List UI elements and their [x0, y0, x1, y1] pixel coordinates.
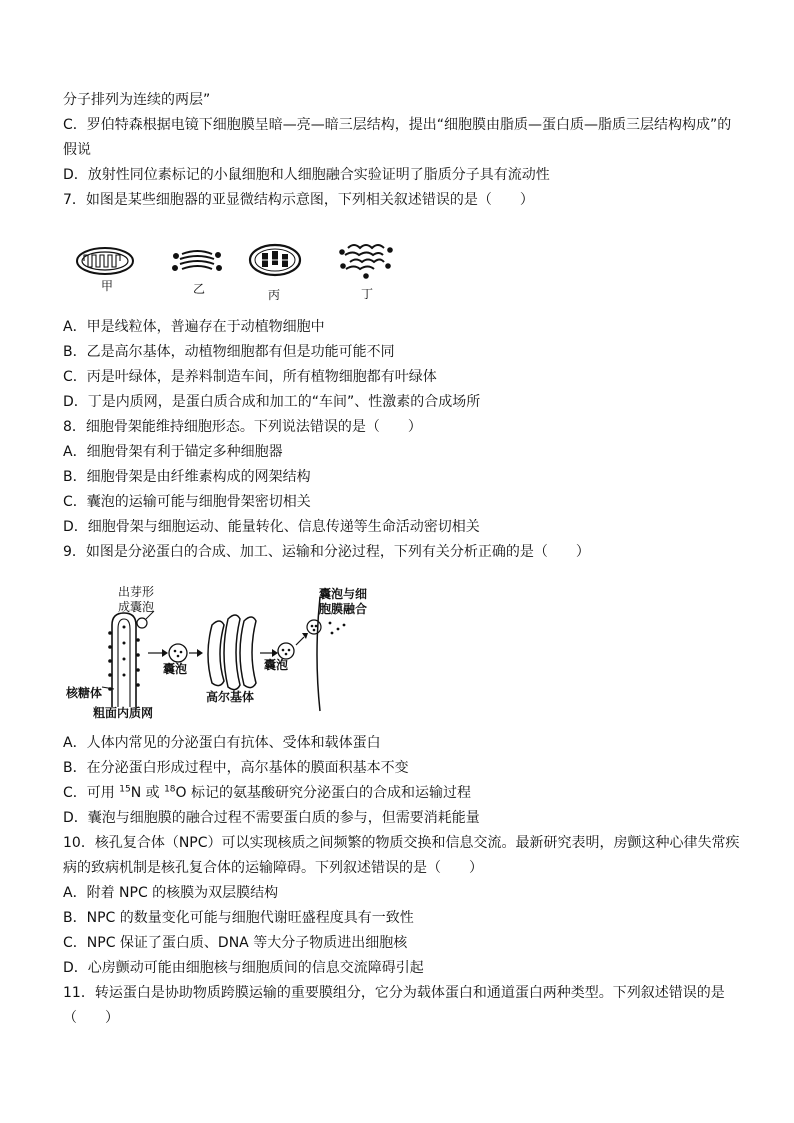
q7-stem: 7．如图是某些细胞器的亚显微结构示意图，下列相关叙述错误的是（ ）	[63, 192, 534, 208]
q10-option-a: A．附着 NPC 的核膜为双层膜结构	[63, 885, 279, 901]
label-fusion-line2: 胞膜融合	[319, 602, 368, 616]
label-budding-line2: 成囊泡	[118, 600, 155, 614]
label-jia: 甲	[101, 279, 114, 293]
label-vesicle-2: 囊泡	[264, 658, 289, 672]
q8-option-b: B．细胞骨架是由纤维素构成的网架结构	[63, 469, 311, 485]
label-vesicle-1: 囊泡	[163, 662, 188, 676]
q9-option-a: A．人体内常见的分泌蛋白有抗体、受体和载体蛋白	[63, 735, 381, 751]
label-ding: 丁	[361, 287, 374, 301]
q9-c-sup-18: 18	[164, 784, 176, 795]
q9-option-c	[63, 784, 471, 802]
q11-stem-line1: 11．转运蛋白是协助物质跨膜运输的重要膜组分，它分为载体蛋白和通道蛋白两种类型。下列叙述错误的是	[63, 985, 725, 1001]
q8-stem: 8．细胞骨架能维持细胞形态。下列说法错误的是（ ）	[63, 419, 422, 435]
label-golgi: 高尔基体	[206, 690, 255, 704]
label-ribosome: 核糖体	[66, 686, 103, 700]
q9-option-d: D．囊泡与细胞膜的融合过程不需要蛋白质的参与，但需要消耗能量	[63, 810, 480, 826]
q9-option-b: B．在分泌蛋白形成过程中，高尔基体的膜面积基本不变	[63, 760, 409, 776]
q8-option-c: C．囊泡的运输可能与细胞骨架密切相关	[63, 494, 311, 510]
q10-option-b: B．NPC 的数量变化可能与细胞代谢旺盛程度具有一致性	[63, 910, 414, 926]
q6-option-b-tail: 分子排列为连续的两层”	[63, 92, 211, 108]
golgi-drawing	[173, 251, 221, 270]
q10-stem-line1: 10．核孔复合体（NPC）可以实现核质之间频繁的物质交换和信息交流。最新研究表明，房颤这种心律失常疾	[63, 835, 740, 851]
q8-option-a: A．细胞骨架有利于锚定多种细胞器	[63, 444, 283, 460]
q6-option-c-line1: C．罗伯特森根据电镜下细胞膜呈暗—亮—暗三层结构，提出“细胞膜由脂质—蛋白质—脂质三层结构构成”的	[63, 117, 732, 133]
q7-option-b: B．乙是高尔基体，动植物细胞都有但是功能可能不同	[63, 344, 395, 360]
q7-option-a: A．甲是线粒体，普遍存在于动植物细胞中	[63, 319, 325, 335]
q9-stem: 9．如图是分泌蛋白的合成、加工、运输和分泌过程，下列有关分析正确的是（ ）	[63, 544, 590, 560]
q9-c-post: O 标记的氨基酸研究分泌蛋白的合成和运输过程	[175, 785, 471, 801]
q10-option-c: C．NPC 保证了蛋白质、DNA 等大分子物质进出细胞核	[63, 935, 408, 951]
label-budding	[118, 585, 154, 615]
chloroplast-drawing	[250, 245, 300, 275]
q7-option-d: D．丁是内质网，是蛋白质合成和加工的“车间”、性激素的合成场所	[63, 394, 481, 410]
label-fusion	[319, 587, 367, 617]
mitochondrion-drawing	[77, 248, 133, 274]
q8-option-d: D．细胞骨架与细胞运动、能量转化、信息传递等生命活动密切相关	[63, 519, 480, 535]
q10-stem-line2: 病的致病机制是核孔复合体的运输障碍。下列叙述错误的是（ ）	[63, 860, 483, 876]
label-rough-er: 粗面内质网	[93, 706, 154, 720]
organelle-figure	[70, 238, 400, 308]
label-yi: 乙	[193, 282, 206, 296]
q11-stem-line2: （ ）	[63, 1010, 119, 1026]
q9-c-mid: N 或	[130, 785, 160, 801]
label-fusion-line1: 囊泡与细	[319, 587, 368, 601]
label-budding-line1: 出芽形	[118, 585, 155, 599]
q6-option-c-line2: 假说	[63, 142, 91, 158]
q7-option-c: C．丙是叶绿体，是养料制造车间，所有植物细胞都有叶绿体	[63, 369, 437, 385]
label-bing: 丙	[268, 288, 281, 302]
q9-c-pre: C．可用	[63, 785, 115, 801]
q10-option-d: D．心房颤动可能由细胞核与细胞质间的信息交流障碍引起	[63, 960, 424, 976]
q6-option-d: D．放射性同位素标记的小鼠细胞和人细胞融合实验证明了脂质分子具有流动性	[63, 167, 550, 183]
q9-c-sup-15: 15	[119, 784, 131, 795]
endoplasmic-reticulum-drawing	[340, 245, 392, 278]
